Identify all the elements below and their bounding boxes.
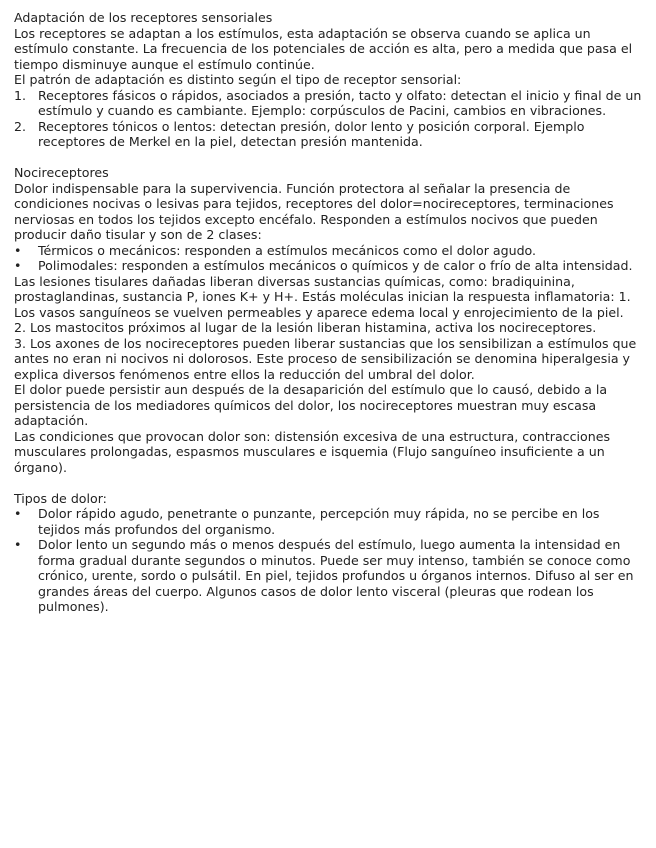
tissue-lesion-paragraph: Las lesiones tisulares dañadas liberan diversas sustancias químicas, como: bradiquinina, prostaglandinas, sustancia P, iones K+ y H+. Estás moléculas inician la respuesta inflamatoria: 1. Los vasos sanguíneos se vuelven permeables y aparece edema local y enrojecimiento de la piel. — [14, 273, 631, 320]
pain-types-title: Tipos de dolor: — [14, 490, 107, 506]
receptor-type-list — [14, 88, 642, 150]
list-item-text: Térmicos o mecánicos: responden a estímulos mecánicos como el dolor agudo. — [38, 242, 537, 258]
nociceptors-title: Nocireceptores — [14, 165, 109, 180]
bullet-marker: • — [14, 242, 22, 258]
list-item-text: Dolor lento un segundo más o menos después del estímulo, luego aumenta la intensidad en forma gradual durante segundos o minutos. Puede ser muy intenso, también se conoce como crónico, urente, sordo o pulsátil. En piel, tejidos profundos u órganos internos. Difuso al ser en grandes áreas del cuerpo. Algunos casos de dolor lento visceral (pleuras que rodean los pulmones). — [38, 537, 634, 614]
list-item — [14, 258, 642, 274]
list-marker: 1. — [14, 87, 27, 103]
list-item — [14, 506, 642, 537]
adaptation-title: Adaptación de los receptores sensoriales — [14, 10, 273, 25]
list-item — [14, 243, 642, 259]
list-item — [14, 119, 642, 150]
pain-conditions-paragraph: Las condiciones que provocan dolor son: distensión excesiva de una estructura, contracciones musculares prolongadas, espasmos musculares e isquemia (Flujo sanguíneo insuficiente a un órgano). — [14, 428, 611, 475]
list-item — [14, 88, 642, 119]
adaptation-intro: Los receptores se adaptan a los estímulos, esta adaptación se observa cuando se aplica un estímulo constante. La frecuencia de los potenciales de acción es alta, pero a medida que pasa el tiempo disminuye aunque el estímulo continúe. — [14, 25, 633, 72]
list-item-text: Dolor rápido agudo, penetrante o punzante, percepción muy rápida, no se percibe en los tejidos más profundos del organismo. — [38, 506, 600, 537]
list-item-text: Polimodales: responden a estímulos mecánicos o químicos y de calor o frío de alta intensidad. — [38, 258, 633, 273]
paragraph-gap — [14, 150, 642, 166]
nociceptors-intro: Dolor indispensable para la supervivencia. Función protectora al señalar la presencia de condiciones nocivas o lesivas para tejidos, receptores del dolor=nocireceptores, terminaciones nerviosas en todos los tejidos excepto encéfalo. Responden a estímulos nocivos que pueden producir daño tisular y son de 2 clases: — [14, 180, 614, 242]
bullet-marker: • — [14, 506, 22, 521]
mastocytes-paragraph: 2. Los mastocitos próximos al lugar de la lesión liberan histamina, activa los nocireceptores. — [14, 320, 597, 335]
list-item-text: Receptores tónicos o lentos: detectan presión, dolor lento y posición corporal. Ejemplo receptores de Merkel en la piel, detectan presión mantenida. — [38, 118, 585, 149]
bullet-marker: • — [14, 537, 22, 552]
pain-types-list — [14, 506, 642, 615]
bullet-marker: • — [14, 258, 22, 273]
nociceptor-class-list — [14, 243, 642, 274]
list-marker: 2. — [14, 118, 27, 134]
hyperalgesia-paragraph: 3. Los axones de los nocireceptores pueden liberar sustancias que los sensibilizan a estímulos que antes no eran ni nocivos ni dolorosos. Este proceso de sensibilización se denomina hiperalgesia y explica diversos fenómenos entre ellos la reducción del umbral del dolor. — [14, 335, 637, 382]
paragraph-gap — [14, 475, 642, 491]
list-item-text: Receptores fásicos o rápidos, asociados a presión, tacto y olfato: detectan el inicio y final de un estímulo y cuando es cambiante. Ejemplo: corpúsculos de Pacini, cambios en vibraciones. — [38, 87, 642, 118]
adaptation-pattern: El patrón de adaptación es distinto según el tipo de receptor sensorial: — [14, 72, 462, 87]
list-item — [14, 537, 642, 615]
pain-persistence-paragraph: El dolor puede persistir aun después de la desaparición del estímulo que lo causó, debido a la persistencia de los mediadores químicos del dolor, los nocireceptores muestran muy escasa adaptación. — [14, 382, 608, 428]
